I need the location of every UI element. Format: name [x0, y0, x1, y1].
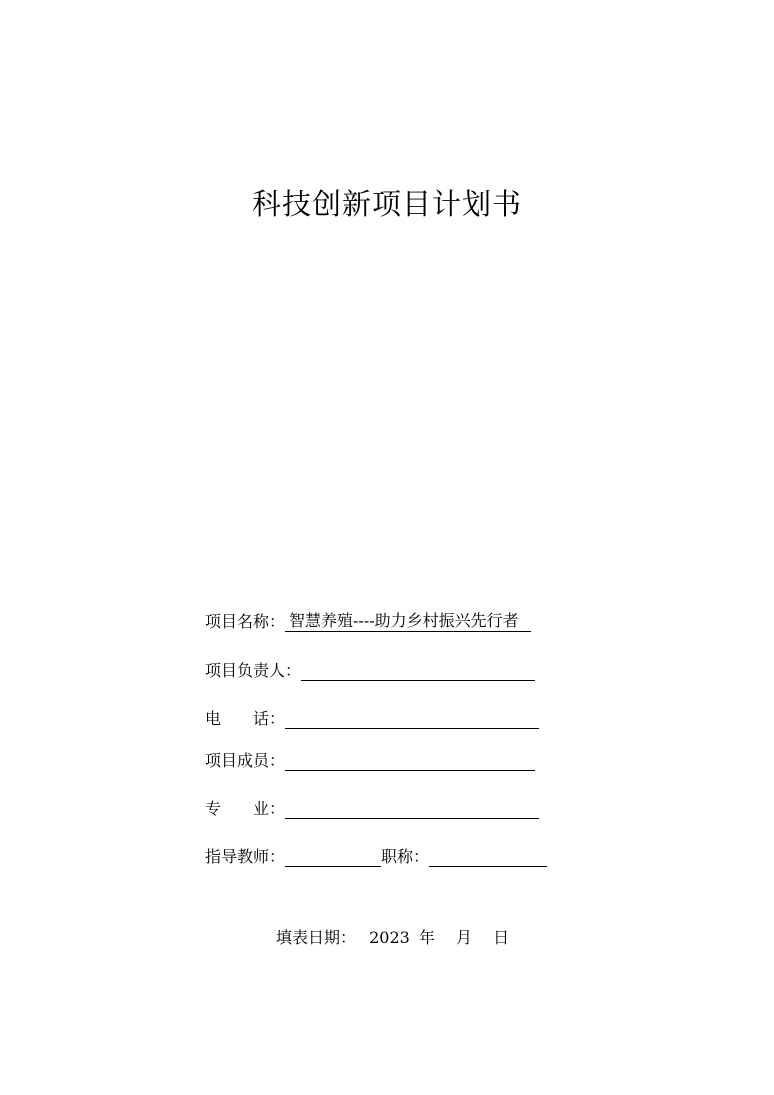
project-members-row: [205, 750, 535, 771]
advisor-field[interactable]: [285, 846, 381, 867]
project-members-field[interactable]: [285, 750, 535, 771]
document-title: 科技创新项目计划书: [251, 187, 522, 221]
project-members-label: 项目成员：: [205, 751, 286, 770]
phone-label: 电 话：: [205, 709, 286, 728]
fill-date-month-unit: 月: [456, 928, 473, 947]
fill-date-year-unit: 年: [418, 928, 435, 947]
project-leader-row: [205, 660, 535, 681]
fill-date-row: [276, 928, 509, 948]
project-name-field[interactable]: 智慧养殖----助力乡村振兴先行者: [285, 611, 531, 632]
fill-date-label: 填表日期：: [276, 928, 357, 947]
fill-date-year[interactable]: 2023: [369, 928, 410, 947]
project-leader-field[interactable]: [301, 660, 535, 681]
advisor-row: [205, 846, 547, 867]
fill-date-day-unit: 日: [493, 928, 510, 947]
project-leader-label: 项目负责人：: [205, 661, 302, 680]
phone-field[interactable]: [285, 708, 539, 729]
project-name-label: 项目名称：: [205, 612, 286, 631]
project-name-row: [205, 611, 531, 632]
advisor-title-label: 职称：: [381, 847, 430, 866]
major-field[interactable]: [285, 798, 539, 819]
phone-row: [205, 708, 539, 729]
major-row: [205, 798, 539, 819]
major-label: 专 业：: [205, 799, 286, 818]
advisor-label: 指导教师：: [205, 847, 286, 866]
advisor-title-field[interactable]: [429, 846, 547, 867]
